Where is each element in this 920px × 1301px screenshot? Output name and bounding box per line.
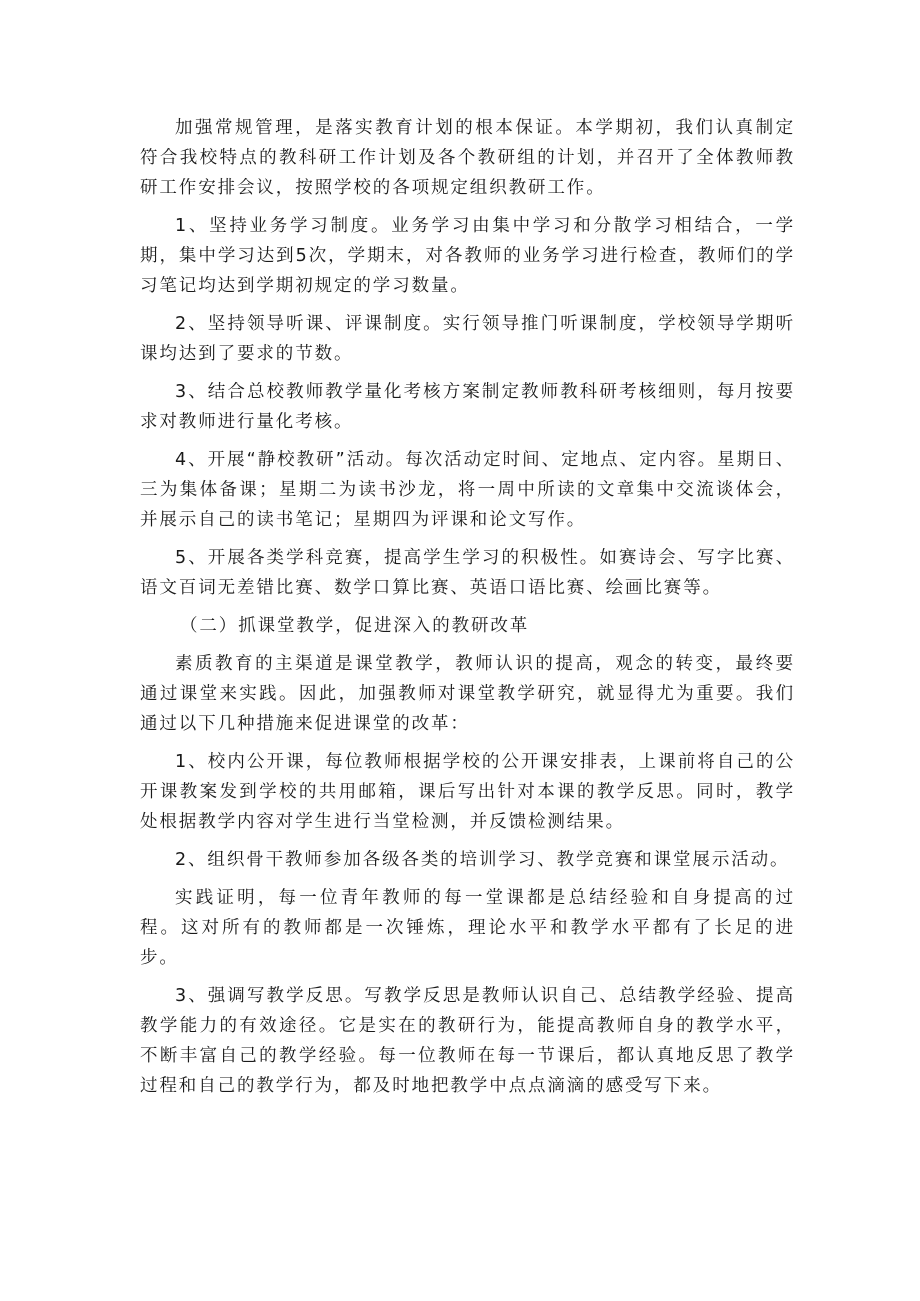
paragraph-intro: 加强常规管理，是落实教育计划的根本保证。本学期初，我们认真制定符合我校特点的教科研工作计划及各个教研组的计划，并召开了全体教师教研工作安排会议，按照学校的各项规定组织教研工作。 — [140, 118, 795, 198]
paragraph-item-4: 4、开展“静校教研”活动。每次活动定时间、定地点、定内容。星期日、三为集体备课；星期二为读书沙龙，将一周中所读的文章集中交流谈体会，并展示自己的读书笔记；星期四为评课和论文写作。 — [140, 450, 795, 530]
paragraph-item-1: 1、坚持业务学习制度。业务学习由集中学习和分散学习相结合，一学期，集中学习达到5次，学期末，对各教师的业务学习进行检查，教师们的学习笔记均达到学期初规定的学习数量。 — [140, 216, 795, 296]
document-body — [140, 113, 795, 1109]
paragraph-practice: 实践证明，每一位青年教师的每一堂课都是总结经验和自身提高的过程。这对所有的教师都是一次锤炼，理论水平和教学水平都有了长足的进步。 — [140, 888, 795, 968]
paragraph-measure-1: 1、校内公开课，每位教师根据学校的公开课安排表，上课前将自己的公开课教案发到学校的共用邮箱，课后写出针对本课的教学反思。同时，教学处根据教学内容对学生进行当堂检测，并反馈检测结果。 — [140, 752, 795, 832]
paragraph-measure-3: 3、强调写教学反思。写教学反思是教师认识自己、总结教学经验、提高教学能力的有效途径。它是实在的教研行为，能提高教师自身的教学水平，不断丰富自己的教学经验。每一位教师在每一节课后，都认真地反思了教学过程和自己的教学行为，都及时地把教学中点点滴滴的感受写下来。 — [140, 986, 795, 1096]
paragraph-item-2: 2、坚持领导听课、评课制度。实行领导推门听课制度，学校领导学期听课均达到了要求的节数。 — [140, 314, 795, 364]
paragraph-section-intro: 素质教育的主渠道是课堂教学，教师认识的提高，观念的转变，最终要通过课堂来实践。因此，加强教师对课堂教学研究，就显得尤为重要。我们通过以下几种措施来促进课堂的改革： — [140, 654, 795, 734]
paragraph-item-5: 5、开展各类学科竞赛，提高学生学习的积极性。如赛诗会、写字比赛、语文百词无差错比赛、数学口算比赛、英语口语比赛、绘画比赛等。 — [140, 548, 795, 598]
paragraph-measure-2: 2、组织骨干教师参加各级各类的培训学习、教学竞赛和课堂展示活动。 — [175, 850, 790, 870]
section-heading: （二）抓课堂教学，促进深入的教研改革 — [180, 616, 530, 636]
paragraph-item-3: 3、结合总校教师教学量化考核方案制定教师教科研考核细则，每月按要求对教师进行量化考核。 — [140, 382, 795, 432]
